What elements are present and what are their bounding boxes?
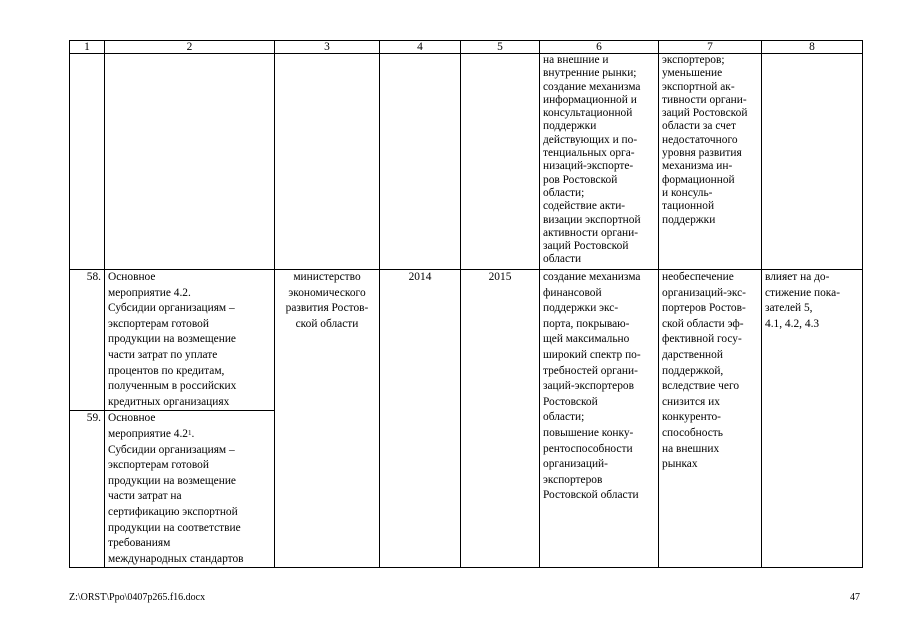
name-line-2: мероприятие 4.2 bbox=[108, 427, 188, 440]
file-path: Z:\ORST\Ppo\0407p265.f16.docx bbox=[69, 592, 206, 603]
header-cell-2: 2 bbox=[105, 41, 275, 54]
row-number: 59. bbox=[70, 411, 105, 568]
header-cell-5: 5 bbox=[461, 41, 540, 54]
cont-result-cell: на внешние и внутренние рынки; создание механизма информационной и консультационной поддержки действующих и по- тенциальных орга- низаций-экспорте- ров Ростовской области; содействие акти- визации экспортной активности органи- заций Ростовской области bbox=[540, 54, 659, 270]
row-number: 58. bbox=[70, 270, 105, 411]
continuation-row bbox=[70, 54, 863, 270]
header-cell-4: 4 bbox=[380, 41, 461, 54]
header-row bbox=[70, 41, 863, 54]
start-year-cell: 2014 bbox=[380, 270, 461, 568]
result-cell: создание механизма финансовой поддержки экс- порта, покрываю- щей максимально широкий спектр по- требностей органи- заций-экспортеров Ростовской области; повышение конку- рентоспособности организаций- экспортеров Ростовской области bbox=[540, 270, 659, 568]
measure-name: Основное мероприятие 4.2. Субсидии организациям – экспортерам готовой продукции на возмещение части затрат по уплате процентов по кредитам, полученным в российских кредитных организациях bbox=[105, 270, 275, 411]
name-line-2-end: . bbox=[191, 427, 195, 440]
header-cell-7: 7 bbox=[659, 41, 762, 54]
header-cell-1: 1 bbox=[70, 41, 105, 54]
header-cell-8: 8 bbox=[762, 41, 863, 54]
measure-name bbox=[105, 411, 275, 568]
executor-cell: министерство экономического развития Ростов- ской области bbox=[275, 270, 380, 568]
program-table bbox=[69, 40, 863, 568]
indicators-cell: влияет на до- стижение пока- зателей 5, 4.1, 4.2, 4.3 bbox=[762, 270, 863, 568]
cont-consequences-cell: экспортеров; уменьшение экспортной ак- тивности органи- заций Ростовской области за счет недостаточного уровня развития механизма ин- формационной и консуль- тационной поддержки bbox=[659, 54, 762, 270]
consequences-cell: необеспечение организаций-экс- портеров Ростов- ской области эф- фективной госу- дарственной поддержкой, вследствие чего снизится их конкуренто- способность на внешних рынках bbox=[659, 270, 762, 568]
name-rest: Субсидии организациям – экспортерам готовой продукции на возмещение части затрат на сертификацию экспортной продукции на соответствие требованиям международных стандартов bbox=[108, 443, 244, 565]
page-number: 47 bbox=[850, 592, 860, 603]
header-cell-6: 6 bbox=[540, 41, 659, 54]
superscript-index: 1 bbox=[188, 428, 192, 437]
name-line-1: Основное bbox=[108, 412, 156, 425]
header-cell-3: 3 bbox=[275, 41, 380, 54]
end-year-cell: 2015 bbox=[461, 270, 540, 568]
table-row-58 bbox=[70, 270, 863, 411]
